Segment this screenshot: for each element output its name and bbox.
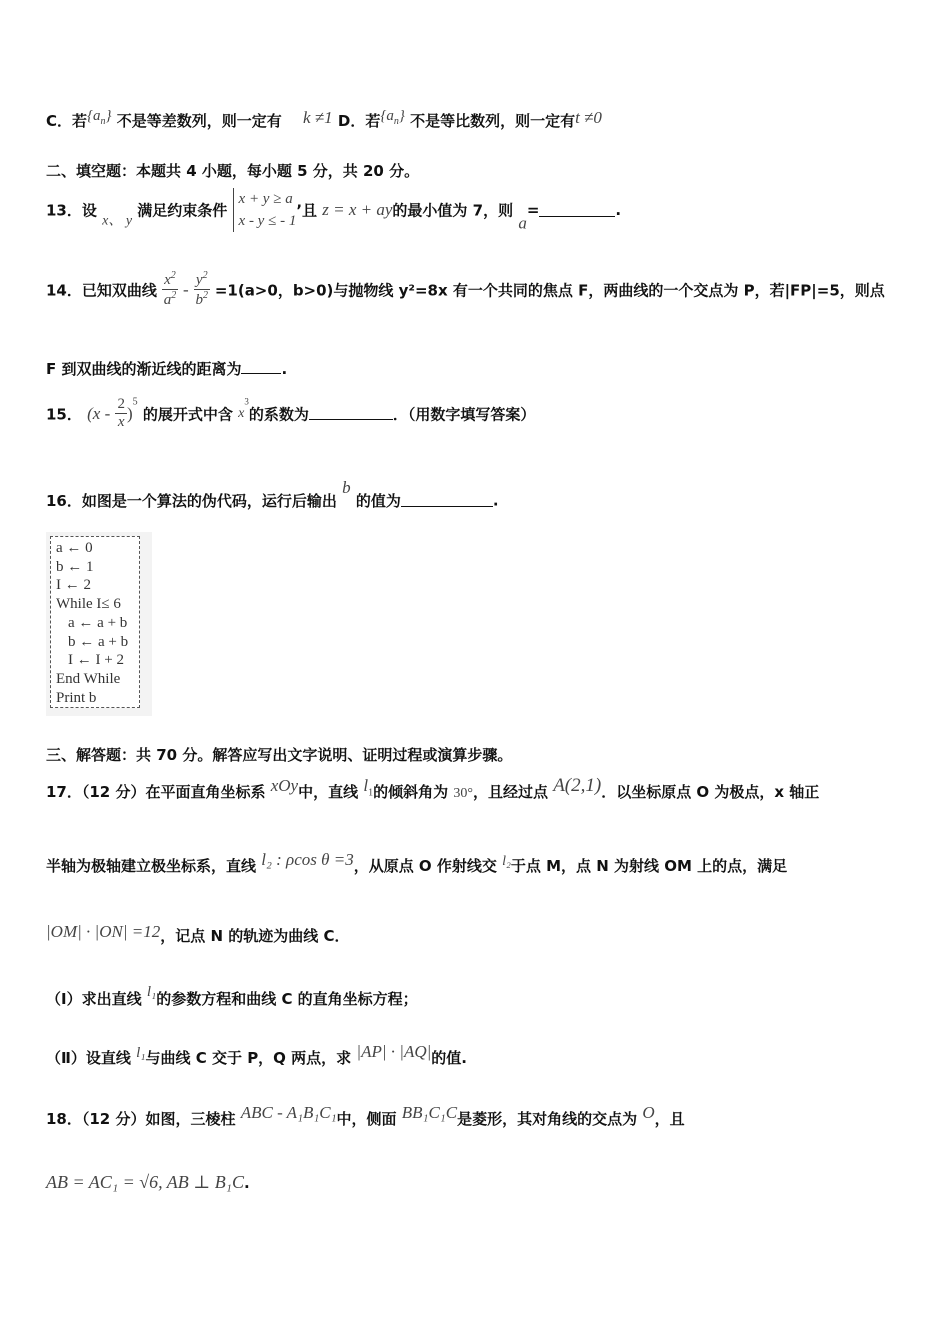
q17-l2-eq: l₂ : ρcos θ =3 — [261, 850, 354, 869]
q17-p1-var: l₁ — [146, 984, 157, 1000]
q13-c1: x + y ≥ a — [238, 191, 293, 207]
q14-rest: =1(a>0，b>0)与抛物线 y²=8x 有一个共同的焦点 F，两曲线的一个交点为 P，若|FP|=5，则点 — [214, 281, 885, 300]
option-c-seq: a — [93, 108, 101, 124]
q18-face: BB₁C₁C — [401, 1103, 458, 1122]
question-17-part-2 — [46, 1042, 467, 1068]
option-c-d-line: C．若$\{a_n\}$ 不是等差数列，则一定有 k ≠1 D．若$\{a_n\}$ 不是等比数列，则一定有t ≠0 — [46, 108, 602, 130]
question-17-line-3 — [46, 922, 349, 946]
option-d-seq: a — [386, 108, 394, 124]
q13-vars: x、 y — [102, 213, 133, 229]
q16-end: . — [492, 491, 499, 510]
q17-xoy: xOy — [270, 776, 299, 795]
code-line: Print b — [56, 689, 97, 706]
section-3-heading: 三、解答题：共 70 分。解答应写出文字说明、证明过程或演算步骤。 — [46, 746, 513, 764]
question-18-line-2 — [46, 1172, 250, 1193]
option-c-label: C．若 — [46, 112, 88, 130]
q14-end: . — [281, 360, 288, 378]
q17-l1-var: l — [363, 776, 369, 795]
q18-period: . — [243, 1174, 250, 1192]
q18-o: O — [642, 1103, 655, 1122]
q18-pre: 18．（12 分）如图，三棱柱 — [46, 1110, 236, 1128]
question-16 — [46, 478, 499, 511]
q13-end: . — [615, 201, 622, 219]
q17-pre: 17．（12 分）在平面直角坐标系 — [46, 783, 266, 801]
q17-l2-b: 于点 M，点 N 为射线 OM 上的点，满足 — [510, 857, 788, 875]
q17-l1 — [363, 776, 374, 799]
q17-l2-var: l₂ — [502, 854, 511, 869]
q14-line2: F 到双曲线的渐近线的距离为 — [46, 360, 242, 378]
q17-p2-post: 的值. — [431, 1049, 467, 1067]
q17-d: ．以坐标原点 O 为极点，x 轴正 — [601, 783, 820, 801]
q14-answer-blank — [241, 361, 281, 374]
q15-term: x — [238, 405, 245, 421]
question-17-part-1 — [46, 984, 418, 1009]
q17-p2-mid: 与曲线 C 交于 P，Q 两点，求 — [145, 1049, 352, 1067]
q15-power: 5 — [132, 396, 138, 408]
q17-l2-pre: 半轴为极轴建立极坐标系，直线 — [46, 857, 257, 875]
q17-l2-a: ，从原点 O 作射线交 — [353, 857, 497, 875]
code-line: I ← I + 2 — [68, 652, 124, 669]
q13-c2: x - y ≤ - 1 — [238, 213, 297, 229]
code-line: End While — [56, 670, 121, 687]
code-line: b ← 1 — [56, 558, 94, 575]
q13-pre: 13．设 — [46, 201, 97, 220]
q13-post: 的最小值为 7，则 — [392, 201, 514, 220]
q15-close: ) — [126, 403, 133, 423]
q14-x: x — [164, 272, 171, 288]
q18-end: ，且 — [654, 1110, 685, 1128]
q15-mid: 的展开式中含 — [142, 405, 233, 424]
question-13 — [46, 188, 621, 234]
q17-p1-post: 的参数方程和曲线 C 的直角坐标方程； — [156, 990, 418, 1008]
q14-frac-y: $\frac{y^2}{b^2}$ — [195, 270, 208, 309]
option-c-sub: n — [100, 116, 106, 127]
code-line: a ← 0 — [56, 540, 93, 556]
q14-b: b — [195, 292, 203, 309]
q18-cond: AB = AC₁ = √6, AB ⊥ B₁C — [46, 1172, 244, 1192]
q17-point: A(2,1) — [553, 775, 602, 796]
q16-answer-blank — [401, 494, 493, 507]
q18-post: 是菱形，其对角线的交点为 — [457, 1110, 638, 1128]
pseudo-code-figure — [50, 536, 140, 708]
q18-prism: ABC - A₁B₁C₁ — [240, 1103, 337, 1122]
q15-open: (x - — [87, 403, 111, 423]
option-d-label: D．若 — [337, 112, 381, 130]
question-17-line-1 — [46, 775, 819, 802]
q14-minus: - — [183, 279, 189, 299]
question-14-line-2 — [46, 358, 287, 379]
q17-p1-pre: （Ⅰ）求出直线 — [46, 990, 142, 1008]
option-c-math: k ≠1 — [303, 108, 333, 127]
q13-mid: 满足约束条件 — [137, 201, 228, 220]
q17-l3-eq: |OM| · |ON| =12 — [46, 922, 161, 941]
q16-pre: 16．如图是一个算法的伪代码，运行后输出 — [46, 492, 337, 510]
q14-frac-x: $\frac{x^2}{a^2}$ — [163, 270, 177, 309]
q17-a: 中，直线 — [298, 783, 359, 801]
q15-frac-den: x — [117, 414, 125, 431]
option-c-text: 不是等差数列，则一定有 — [116, 112, 282, 130]
section-2-heading: 二、填空题：本题共 4 小题，每小题 5 分，共 20 分。 — [46, 162, 420, 180]
q13-eq: = — [526, 201, 540, 219]
q16-var: b — [342, 478, 351, 497]
code-line: While I≤ 6 — [56, 596, 121, 613]
q15-term-pow: 3 — [244, 396, 249, 407]
code-line: b ← a + b — [68, 633, 129, 650]
q17-b: 的倾斜角为 — [373, 783, 449, 801]
q17-l3-post: ，记点 N 的轨迹为曲线 C． — [160, 927, 350, 945]
q15-frac-num: 2 — [115, 396, 127, 414]
code-line: I ← 2 — [56, 577, 91, 594]
question-18 — [46, 1103, 685, 1129]
q15-end: ．（用数字填写答案） — [392, 405, 536, 424]
q15-answer-blank — [309, 407, 393, 420]
q13-constraints — [233, 188, 297, 232]
q15-pre: 15． — [46, 405, 82, 424]
q17-p2-expr: |AP| · |AQ| — [356, 1042, 432, 1061]
q13-a: a — [518, 213, 527, 233]
question-14 — [46, 270, 885, 310]
code-line: a ← a + b — [68, 614, 128, 631]
q17-p2-pre: （Ⅱ）设直线 — [46, 1049, 131, 1067]
q15-frac — [115, 396, 127, 432]
option-d-sub: n — [393, 116, 399, 127]
q14-pre: 14．已知双曲线 — [46, 281, 157, 300]
option-d-math: t ≠0 — [575, 108, 602, 127]
question-15 — [46, 396, 535, 432]
q17-c: ，且经过点 — [472, 783, 548, 801]
q17-p2-var: l₁ — [136, 1045, 146, 1061]
q13-answer-blank — [539, 204, 615, 217]
q16-post: 的值为 — [355, 492, 401, 510]
q14-a: a — [163, 292, 172, 309]
q17-angle: 30° — [453, 786, 473, 801]
q17-l1-sub: 1 — [368, 787, 374, 799]
question-17-line-2 — [46, 850, 787, 876]
q18-mid: 中，侧面 — [336, 1110, 397, 1128]
q13-z: z = x + ay — [322, 200, 393, 219]
q13-comma: ’且 — [296, 201, 318, 220]
option-d-text: 不是等比数列，则一定有 — [410, 112, 576, 130]
q15-post: 的系数为 — [248, 405, 309, 424]
q14-y: y — [195, 272, 203, 288]
